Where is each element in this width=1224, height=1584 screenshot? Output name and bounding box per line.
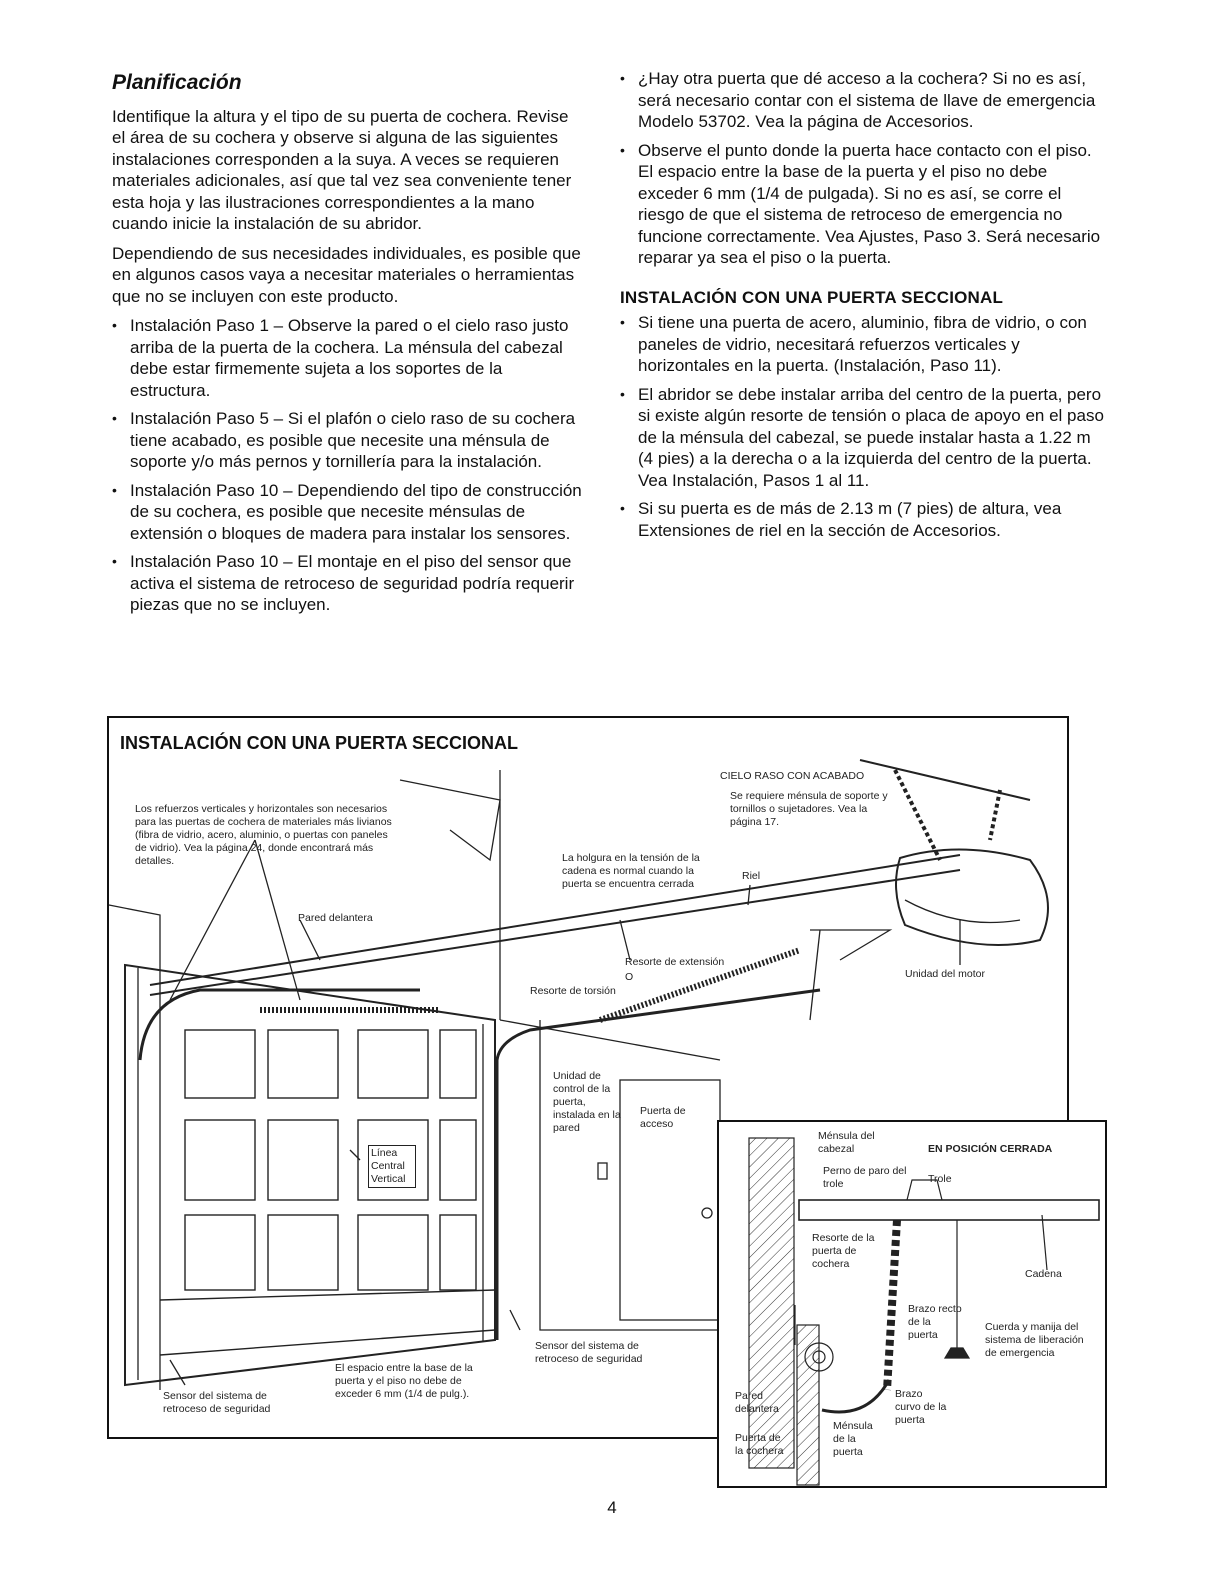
rail-label: Riel bbox=[742, 870, 761, 882]
control-unit-label: Unidad de control de la puerta, instalada en la pared bbox=[553, 1070, 621, 1134]
torsion-spring-label: Resorte de torsión bbox=[530, 985, 616, 997]
front-wall-inset-label: Pared delantera bbox=[735, 1390, 779, 1415]
finished-ceiling-label: CIELO RASO CON ACABADO bbox=[720, 770, 865, 782]
list-item: • Instalación Paso 10 – El montaje en el piso del sensor que activa el sistema de retroceso de seguridad podría requerir piezas que no se incluyen. bbox=[112, 551, 582, 616]
needs-paragraph: Dependiendo de sus necesidades individuales, es posible que en algunos casos vaya a necesitar materiales o herramientas que no se incluyen con este producto. bbox=[112, 243, 581, 306]
list-item: • Si su puerta es de más de 2.13 m (7 pies) de altura, vea Extensiones de riel en la sección de Accesorios. bbox=[620, 498, 1110, 541]
section-title-planificacion: Planificación bbox=[112, 71, 242, 94]
straight-arm-label: Brazo recto de la puerta bbox=[908, 1303, 962, 1341]
access-door-label: Puerta de acceso bbox=[640, 1105, 686, 1130]
figure-title: INSTALACIÓN CON UNA PUERTA SECCIONAL bbox=[120, 733, 518, 753]
release-cord-label: Cuerda y manija del sistema de liberación de emergencia bbox=[985, 1321, 1084, 1359]
inset-title: EN POSICIÓN CERRADA bbox=[928, 1143, 1053, 1155]
chain-slack-label: La holgura en la tensión de la cadena es normal cuando la puerta se encuentra cerrada bbox=[562, 852, 700, 890]
door-bracket-label: Ménsula de la puerta bbox=[833, 1420, 873, 1458]
sensor-right-label: Sensor del sistema de retroceso de seguridad bbox=[535, 1340, 643, 1365]
intro-paragraph: Identifique la altura y el tipo de su puerta de cochera. Revise el área de su cochera y observe si alguna de las siguientes instalaciones corresponden a la suya. A veces se requieren materiales adicionales, así que tal vez sea conveniente tener esta hoja y las ilustraciones correspondientes a la mano cuando inicie la instalación de su abridor. bbox=[112, 106, 572, 233]
garage-door-label: Puerta de la cochera bbox=[735, 1432, 784, 1457]
front-wall-label: Pared delantera bbox=[298, 912, 373, 924]
gap-note-label: El espacio entre la base de la puerta y el piso no debe de exceder 6 mm (1/4 de pulg.). bbox=[335, 1362, 473, 1400]
list-item: • Si tiene una puerta de acero, aluminio, fibra de vidrio, o con paneles de vidrio, necesitará refuerzos verticales y horizontales en la puerta. (Instalación, Paso 11). bbox=[620, 312, 1110, 377]
extension-spring-label: Resorte de extensión bbox=[625, 956, 725, 968]
trolley-stop-label: Perno de paro del trole bbox=[823, 1165, 907, 1190]
motor-unit-label: Unidad del motor bbox=[905, 968, 985, 980]
list-item: • Instalación Paso 10 – Dependiendo del tipo de construcción de su cochera, es posible que necesite ménsulas de extensión o bloques de madera para instalar los sensores. bbox=[112, 480, 582, 545]
or-label: O bbox=[625, 971, 634, 983]
list-item: • Instalación Paso 5 – Si el plafón o cielo raso de su cochera tiene acabado, es posible que necesite una ménsula de soporte y/o más pernos y tornillería para la instalación. bbox=[112, 408, 582, 473]
reinforcement-note-label: Los refuerzos verticales y horizontales son necesarios para las puertas de cochera de materiales más livianos (fibra de vidrio, acero, aluminio, o puertas con paneles de vidrio). Vea la página 24, donde encontrará más detalles. bbox=[135, 803, 392, 867]
ceiling-note-label: Se requiere ménsula de soporte y tornillos o sujetadores. Vea la página 17. bbox=[730, 790, 888, 828]
sectional-door-subtitle: INSTALACIÓN CON UNA PUERTA SECCIONAL bbox=[620, 287, 1004, 307]
page-number: 4 bbox=[607, 1498, 617, 1517]
list-item: • Instalación Paso 1 – Observe la pared o el cielo raso justo arriba de la puerta de la cochera. La ménsula del cabezal debe estar firmemente sujeta a los soportes de la estructura. bbox=[112, 315, 582, 401]
curved-arm-label: Brazo curvo de la puerta bbox=[895, 1388, 947, 1426]
list-item: • Observe el punto donde la puerta hace contacto con el piso. El espacio entre la base de la puerta y el piso no debe exceder 6 mm (1/4 de pulgada). Si no es así, se corre el riesgo de que el sistema de retroceso de emergencia no funcione correctamente. Vea Ajustes, Paso 3. Será necesario reparar ya sea el piso o la puerta. bbox=[620, 140, 1110, 269]
list-item: • ¿Hay otra puerta que dé acceso a la cochera? Si no es así, será necesario contar con el sistema de llave de emergencia Modelo 53702. Vea la página de Accesorios. bbox=[620, 68, 1110, 133]
header-bracket-label: Ménsula del cabezal bbox=[818, 1130, 875, 1155]
center-line-label: Línea Central Vertical bbox=[368, 1145, 416, 1188]
door-spring-label: Resorte de la puerta de cochera bbox=[812, 1232, 875, 1270]
trolley-label: Trole bbox=[928, 1173, 952, 1185]
chain-label: Cadena bbox=[1025, 1268, 1062, 1280]
list-item: • El abridor se debe instalar arriba del centro de la puerta, pero si existe algún resorte de tensión o placa de apoyo en el paso de la ménsula del cabezal, se puede instalar hasta a 1.22 m (4 pies) a la derecha o a la izquierda del centro de la puerta. Vea Instalación, Pasos 1 al 11. bbox=[620, 384, 1110, 492]
sensor-left-label: Sensor del sistema de retroceso de seguridad bbox=[163, 1390, 271, 1415]
